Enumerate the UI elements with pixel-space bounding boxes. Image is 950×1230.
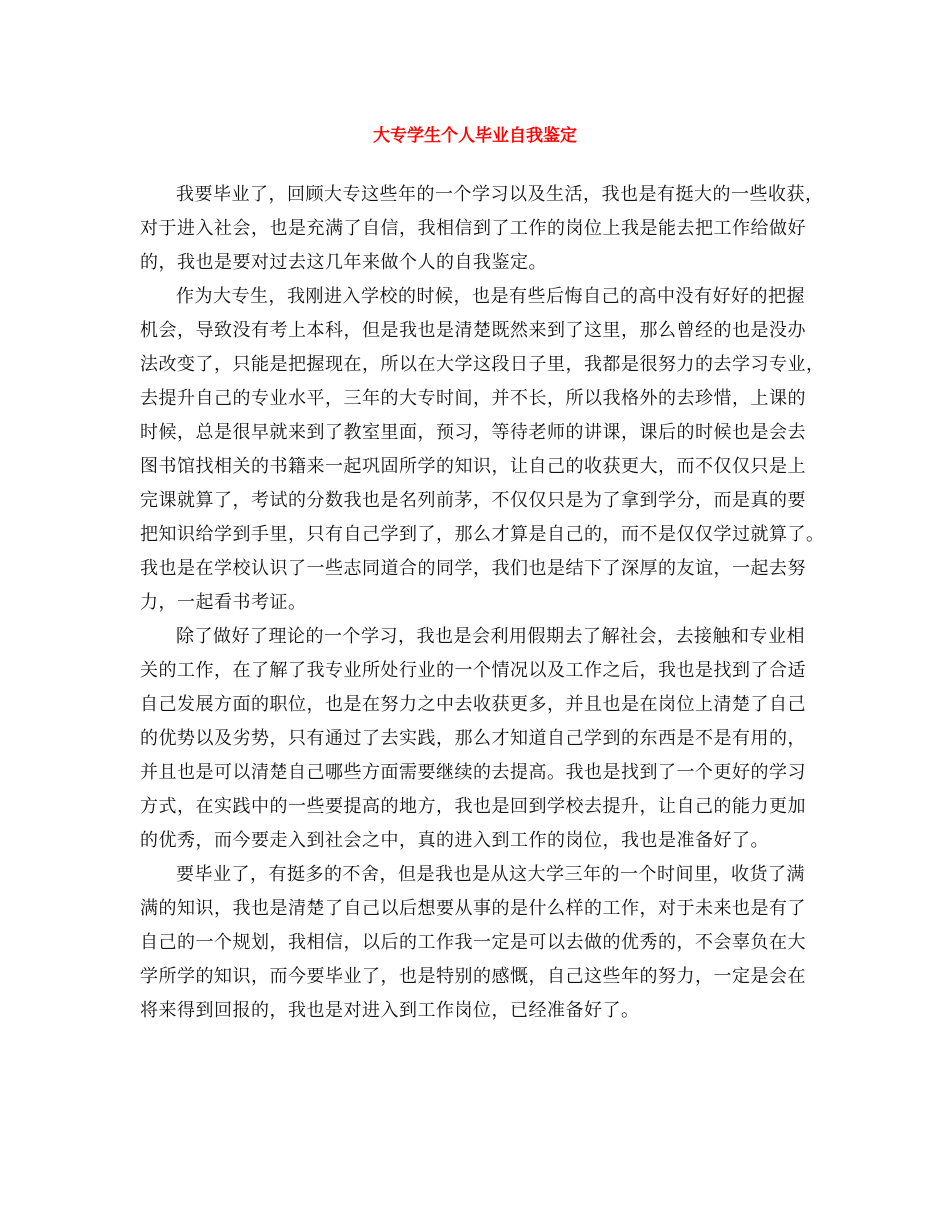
document-body <box>140 178 825 1028</box>
paragraph-4-line-1: 要毕业了，有挺多的不舍，但是我也是从这大学三年的一个时间里，收货了满 <box>176 864 805 885</box>
paragraph-4-line-5: 将来得到回报的，我也是对进入到工作岗位，已经准备好了。 <box>140 1000 640 1021</box>
document-title: 大专学生个人毕业自我鉴定 <box>373 126 577 146</box>
paragraph-2-line-2: 机会，导致没有考上本科，但是我也是清楚既然来到了这里，那么曾经的也是没办 <box>140 320 806 341</box>
paragraph-2-line-3: 法改变了，只能是把握现在，所以在大学这段日子里，我都是很努力的去学习专业， <box>140 354 825 375</box>
paragraph-2-line-6: 图书馆找相关的书籍来一起巩固所学的知识，让自己的收获更大，而不仅仅只是上 <box>140 456 806 477</box>
paragraph-1-line-3: 的，我也是要对过去这几年来做个人的自我鉴定。 <box>140 252 547 273</box>
paragraph-3-line-7: 的优秀，而今要走入到社会之中，真的进入到工作的岗位，我也是准备好了。 <box>140 830 769 851</box>
paragraph-4-line-2: 满的知识，我也是清楚了自己以后想要从事的是什么样的工作，对于未来也是有了 <box>140 898 806 919</box>
paragraph-2-line-1: 作为大专生，我刚进入学校的时候，也是有些后悔自己的高中没有好好的把握 <box>176 286 805 307</box>
paragraph-3-line-3: 自己发展方面的职位，也是在努力之中去收获更多，并且也是在岗位上清楚了自己 <box>140 694 806 715</box>
paragraph-3-line-5: 并且也是可以清楚自己哪些方面需要继续的去提高。我也是找到了一个更好的学习 <box>140 762 806 783</box>
paragraph-3-line-2: 关的工作，在了解了我专业所处行业的一个情况以及工作之后，我也是找到了合适 <box>140 660 806 681</box>
paragraph-2-line-5: 时候，总是很早就来到了教室里面，预习，等待老师的讲课，课后的时候也是会去 <box>140 422 806 443</box>
paragraph-4-line-3: 自己的一个规划，我相信，以后的工作我一定是可以去做的优秀的，不会辜负在大 <box>140 932 806 953</box>
paragraph-3-line-6: 方式，在实践中的一些要提高的地方，我也是回到学校去提升，让自己的能力更加 <box>140 796 806 817</box>
paragraph-3-line-1: 除了做好了理论的一个学习，我也是会利用假期去了解社会，去接触和专业相 <box>176 626 805 647</box>
paragraph-1-line-1: 我要毕业了，回顾大专这些年的一个学习以及生活，我也是有挺大的一些收获， <box>176 184 824 205</box>
paragraph-2-line-4: 去提升自己的专业水平，三年的大专时间，并不长，所以我格外的去珍惜，上课的 <box>140 388 806 409</box>
paragraph-3-line-4: 的优势以及劣势，只有通过了去实践，那么才知道自己学到的东西是不是有用的， <box>140 728 806 749</box>
paragraph-4-line-4: 学所学的知识，而今要毕业了，也是特别的感慨，自己这些年的努力，一定是会在 <box>140 966 806 987</box>
paragraph-2-line-9: 我也是在学校认识了一些志同道合的同学，我们也是结下了深厚的友谊，一起去努 <box>140 558 806 579</box>
paragraph-2-line-10: 力，一起看书考证。 <box>140 592 307 613</box>
paragraph-2-line-7: 完课就算了，考试的分数我也是名列前茅，不仅仅只是为了拿到学分，而是真的要 <box>140 490 806 511</box>
paragraph-2-line-8: 把知识给学到手里，只有自己学到了，那么才算是自己的，而不是仅仅学过就算了。 <box>140 524 825 545</box>
paragraph-1-line-2: 对于进入社会，也是充满了自信，我相信到了工作的岗位上我是能去把工作给做好 <box>140 218 806 239</box>
